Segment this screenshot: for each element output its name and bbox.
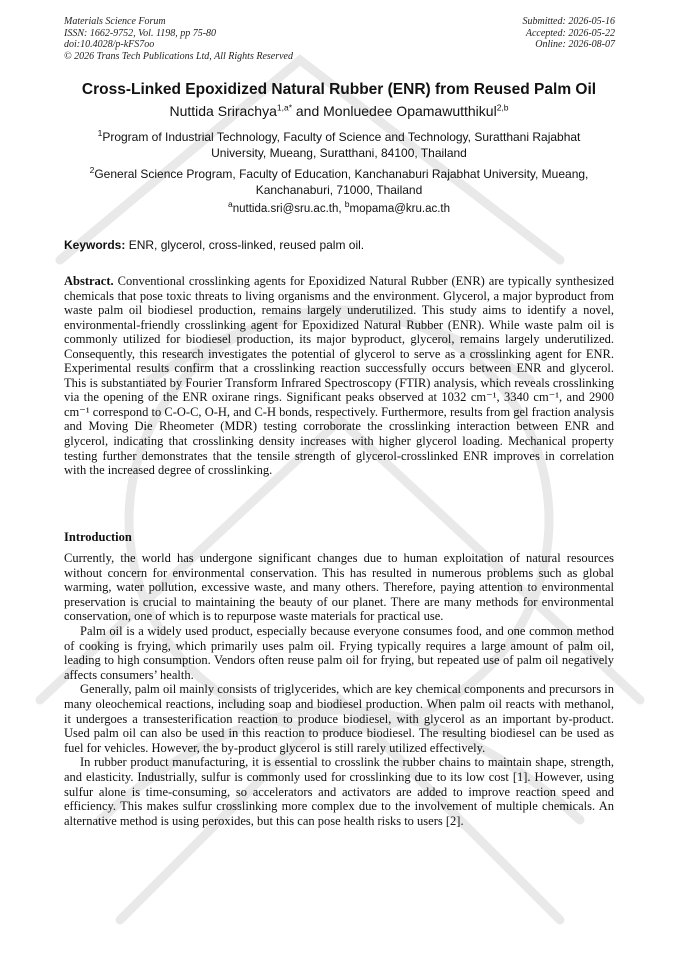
affiliation-line: Kanchanaburi, 71000, Thailand [255,183,423,197]
introduction-body [64,551,614,828]
keywords [64,238,619,252]
affiliation-line: Program of Industrial Technology, Faculty of Science and Technology, Suratthani Rajabhat [102,130,581,144]
email-link[interactable]: nuttida.sri@sru.ac.th [232,203,339,215]
author-affiliation-mark: 2,b [496,102,509,113]
affiliation-1 [64,129,614,161]
affiliation-mark: 2 [89,165,95,175]
email-link[interactable]: mopama@kru.ac.th [349,203,451,215]
publication-dates [523,16,616,51]
keywords-label: Keywords: [64,238,126,252]
keywords-text: ENR, glycerol, cross-linked, reused palm oil. [128,238,365,252]
abstract [64,274,614,478]
email-mark: a [227,199,233,210]
paragraph: Currently, the world has undergone significant changes due to human exploitation of natural resources without concern for environmental conservation. This has resulted in numerous problems such as global warming, water pollution, excessive waste, and many others. Therefore, paying attention to environmental preservation is crucial to maintaining the beauty of our planet. There are many methods for environmental conservation, one of which is to repurpose waste materials for practical use. [64,551,614,624]
affiliation-2 [64,166,614,198]
abstract-label: Abstract. [64,274,114,288]
affiliation-mark: 1 [97,128,103,138]
author-affiliation-mark: 1,a* [276,102,292,113]
issn: ISSN: 1662-9752, Vol. 1198, pp 75-80 [64,27,217,39]
paper-title: Cross-Linked Epoxidized Natural Rubber (ENR) from Reused Palm Oil [81,81,597,98]
author-list [40,103,638,120]
affiliation-line: University, Mueang, Suratthani, 84100, Thailand [211,146,467,160]
author-emails: $^a$nuttida.sri@sru.ac.th, $^b$mopama@kru.ac.th [227,199,451,215]
doi[interactable]: doi:10.4028/p-kFS7oo [64,39,155,50]
journal-info [64,16,293,62]
submitted-date: Submitted: 2026-05-16 [522,16,615,27]
abstract-text: Conventional crosslinking agents for Epoxidized Natural Rubber (ENR) are typically synthesized chemicals that pose toxic threats to living organisms and the environment. Glycerol, a major byproduct from waste palm oil biodiesel production, remains largely underutilized. This study aims to identify a novel, environmental-friendly crosslinking agent for Epoxidized Natural Rubber (ENR). While waste palm oil is commonly utilized for biodiesel production, its major byproduct, glycerol, remains largely underutilized. Consequently, this research investigates the potential of glycerol to serve as a crosslinking agent for ENR. Experimental results confirm that a crosslinking reaction successfully occurs between ENR and glycerol. This is substantiated by Fourier Transform Infrared Spectroscopy (FTIR) analysis, which reveals crosslinking via the opening of the ENR oxirane rings. Significant peaks observed at 1032 cm⁻¹, 3340 cm⁻¹, and 2900 cm⁻¹ correspond to C-O-C, O-H, and C-H bonds, respectively. Furthermore, results from gel fraction analysis and Moving Die Rheometer (MDR) testing corroborate the crosslinking interaction between ENR and glycerol, indicating that crosslinking density increases with higher glycerol loading. Mechanical property testing further demonstrates that the tensile strength of glycerol-crosslinked ENR improves in correlation with the increased degree of crosslinking. [64,274,615,478]
paragraph: In rubber product manufacturing, it is essential to crosslink the rubber chains to maintain shape, strength, and elasticity. Industrially, sulfur is commonly used for crosslinking due to its low cost [1]. However, using sulfur alone is time-consuming, so accelerators and activators are added to improve reaction speed and efficiency. This makes sulfur crosslinking more complex due to the involvement of multiple chemicals. An alternative method is using peroxides, but this can pose health risks to users [2]. [64,755,614,828]
author-name: Monluedee Opamawutthikul [323,103,497,119]
online-date: Online: 2026-08-07 [535,39,615,50]
author-joiner: and [292,103,324,119]
copyright: © 2026 Trans Tech Publications Ltd, All Rights Reserved [64,50,293,62]
accepted-date: Accepted: 2026-05-22 [525,27,615,39]
email-mark: b [344,199,350,210]
journal-name: Materials Science Forum [64,16,166,27]
affiliation-line: General Science Program, Faculty of Education, Kanchanaburi Rajabhat University, Mueang, [94,167,589,181]
author-name: Nuttida Srirachya [169,103,277,119]
paragraph: Palm oil is a widely used product, especially because everyone consumes food, and one common method of cooking is frying, which primarily uses palm oil. Frying typically requires a large amount of palm oil, leading to high consumption. Vendors often reuse palm oil for frying, but repeated use of palm oil negatively affects consumers’ health. [64,623,614,682]
introduction-heading: Introduction [64,530,132,544]
paragraph: Generally, palm oil mainly consists of triglycerides, which are key chemical components and precursors in many oleochemical reactions, including soap and biodiesel production. When palm oil reacts with methanol, it undergoes a transesterification reaction to produce biodiesel, with glycerol as an important by-product. Used palm oil can also be used in this reaction to produce biodiesel. The resulting biodiesel can be used as fuel for vehicles. However, the by-product glycerol is still rarely utilized effectively. [64,682,614,755]
